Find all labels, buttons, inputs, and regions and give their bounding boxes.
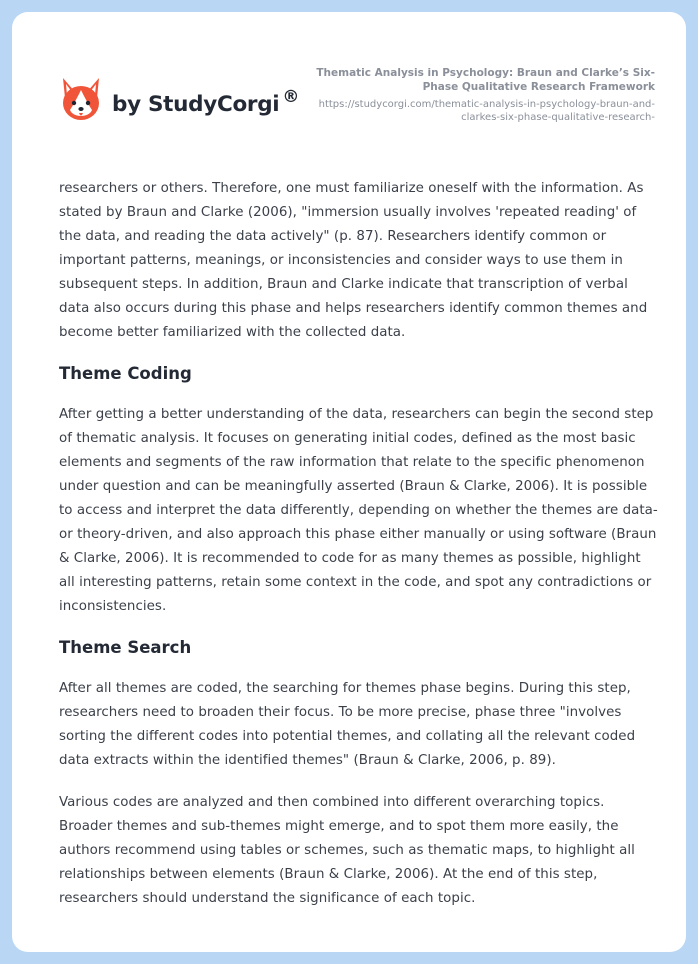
registered-mark: ® [282, 86, 300, 107]
section-heading-theme-search: Theme Search [59, 638, 192, 657]
paragraph: After all themes are coded, the searching for themes phase begins. During this step, researchers need to broaden their focus. To be more precise, phase three "involves sorting the different codes into potential themes, and collating all the relevant coded data extracts within the identified themes" (Braun & Clarke, 2006, p. 89). [59, 681, 636, 768]
paragraph: researchers or others. Therefore, one must familiarize oneself with the information. As stated by Braun and Clarke (2006), "immersion usually involves 'repeated reading' of the data, and reading the data actively" (p. 87). Researchers identify common or important patterns, meanings, or inconsistencies and consider ways to use them in subsequent steps. In addition, Braun and Clarke indicate that transcription of verbal data also occurs during this phase and helps researchers identify common themes and become better familiarized with the collected data. [59, 181, 648, 340]
section-heading-theme-coding: Theme Coding [59, 364, 192, 383]
studycorgi-logo[interactable] [60, 76, 299, 124]
paragraph: Various codes are analyzed and then combined into different overarching topics. Broader themes and sub-themes might emerge, and to spot them more easily, the authors recommend using tables or schemes, such as thematic maps, to highlight all relationships between elements (Braun & Clarke, 2006). At the end of this step, researchers should understand the significance of each topic. [59, 795, 635, 906]
corgi-icon [60, 76, 102, 124]
paragraph: After getting a better understanding of the data, researchers can begin the second step of thematic analysis. It focuses on generating initial codes, defined as the most basic elements and segments of the raw information that relate to the specific phenomenon under question and can be meaningfully asserted (Braun & Clarke, 2006). It is possible to access and interpret the data differently, depending on whether the themes are data- or theory-driven, and also approach this phase either manually or using software (Braun & Clarke, 2006). It is recommended to code for as many themes as possible, highlight all interesting patterns, retain some context in the code, and spot any contradictions or inconsistencies. [59, 407, 658, 614]
document-page [12, 12, 686, 952]
document-title: Thematic Analysis in Psychology: Braun and Clarke’s Six-Phase Qualitative Research Framework [316, 67, 655, 93]
document-body [59, 177, 659, 929]
document-url[interactable]: https://studycorgi.com/thematic-analysis-in-psychology-braun-and-clarkes-six-phase-qualitative-research- [318, 99, 655, 123]
brand-name: by StudyCorgi ® [112, 86, 300, 117]
document-header [295, 67, 655, 124]
